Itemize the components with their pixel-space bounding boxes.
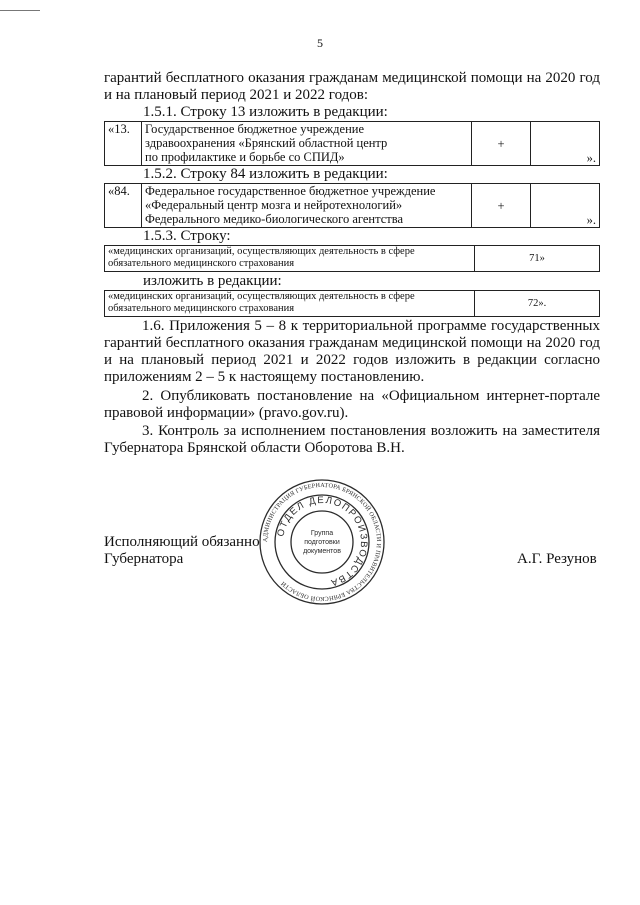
row-value: 72». xyxy=(475,291,600,317)
closing-quote: ». xyxy=(531,122,600,166)
institution-line: здравоохранения «Брянский областной центр xyxy=(145,136,388,150)
table-row-old xyxy=(104,245,600,272)
row-text-line: «медицинских организаций, осуществляющих деятельность в сфере xyxy=(108,291,415,302)
signer-position-line1: Исполняющий обязанно xyxy=(104,534,260,550)
institution-line: Федеральное государственное бюджетное учреждение xyxy=(145,184,436,198)
table-row-new xyxy=(104,290,600,317)
paragraph-3: 3. Контроль за исполнением постановления возложить на заместителя Губернатора Брянской области Оборотова В.Н. xyxy=(104,423,600,456)
stamp-center-line: документов xyxy=(303,548,341,555)
stamp-outer-text: АДМИНИСТРАЦИЯ ГУБЕРНАТОРА БРЯНСКОЙ ОБЛАСТИ И ПРАВИТЕЛЬСТВА БРЯНСКОЙ ОБЛАСТИ xyxy=(261,481,383,603)
replace-label: изложить в редакции: xyxy=(143,273,282,289)
institution-line: Государственное бюджетное учреждение xyxy=(145,122,365,136)
page-number: 5 xyxy=(317,36,323,50)
row-text-line: обязательного медицинского страхования xyxy=(108,258,295,269)
paragraph-1-6: 1.6. Приложения 5 – 8 к территориальной программе государственных гарантий бесплатного оказания гражданам медицинской помощи на 2020 год и на плановый период 2021 и 2022 годов изложить в редакции согласно приложениям 2 – 5 к настоящему постановлению. xyxy=(104,318,600,385)
row-number: «84. xyxy=(105,184,142,228)
institution-line: «Федеральный центр мозга и нейротехнологий» xyxy=(145,198,403,212)
row-number: «13. xyxy=(105,122,142,166)
table-row-84 xyxy=(104,183,600,228)
official-stamp xyxy=(258,478,386,606)
row-text xyxy=(105,291,475,317)
plus-mark: + xyxy=(472,184,531,228)
closing-quote: ». xyxy=(531,184,600,228)
row-text xyxy=(105,246,475,272)
institution-name xyxy=(142,184,472,228)
table-row-13 xyxy=(104,121,600,166)
stamp-center-line: подготовки xyxy=(304,539,340,546)
item-1-5-1-label: 1.5.1. Строку 13 изложить в редакции: xyxy=(143,104,388,120)
institution-line: Федерального медико-биологического агентства xyxy=(145,212,404,226)
intro-paragraph: гарантий бесплатного оказания гражданам медицинской помощи на 2020 год и на плановый период 2021 и 2022 годов: xyxy=(104,70,600,103)
row-value: 71» xyxy=(475,246,600,272)
corner-mark xyxy=(0,0,40,11)
stamp-center-line: Группа xyxy=(310,530,334,537)
item-1-5-3-label: 1.5.3. Строку: xyxy=(143,228,231,244)
plus-mark: + xyxy=(472,122,531,166)
institution-name xyxy=(142,122,472,166)
signer-name: А.Г. Резунов xyxy=(517,551,597,567)
row-text-line: обязательного медицинского страхования xyxy=(108,303,295,314)
row-text-line: «медицинских организаций, осуществляющих деятельность в сфере xyxy=(108,246,415,257)
institution-line: по профилактике и борьбе со СПИД» xyxy=(145,150,345,164)
item-1-5-2-label: 1.5.2. Строку 84 изложить в редакции: xyxy=(143,166,388,182)
signer-position-line2: Губернатора xyxy=(104,551,184,567)
paragraph-2: 2. Опубликовать постановление на «Официальном интернет-портале правовой информации» (pravo.gov.ru). xyxy=(104,388,600,421)
stamp-ring-text: ОТДЕЛ ДЕЛОПРОИЗВОДСТВА xyxy=(275,494,370,589)
